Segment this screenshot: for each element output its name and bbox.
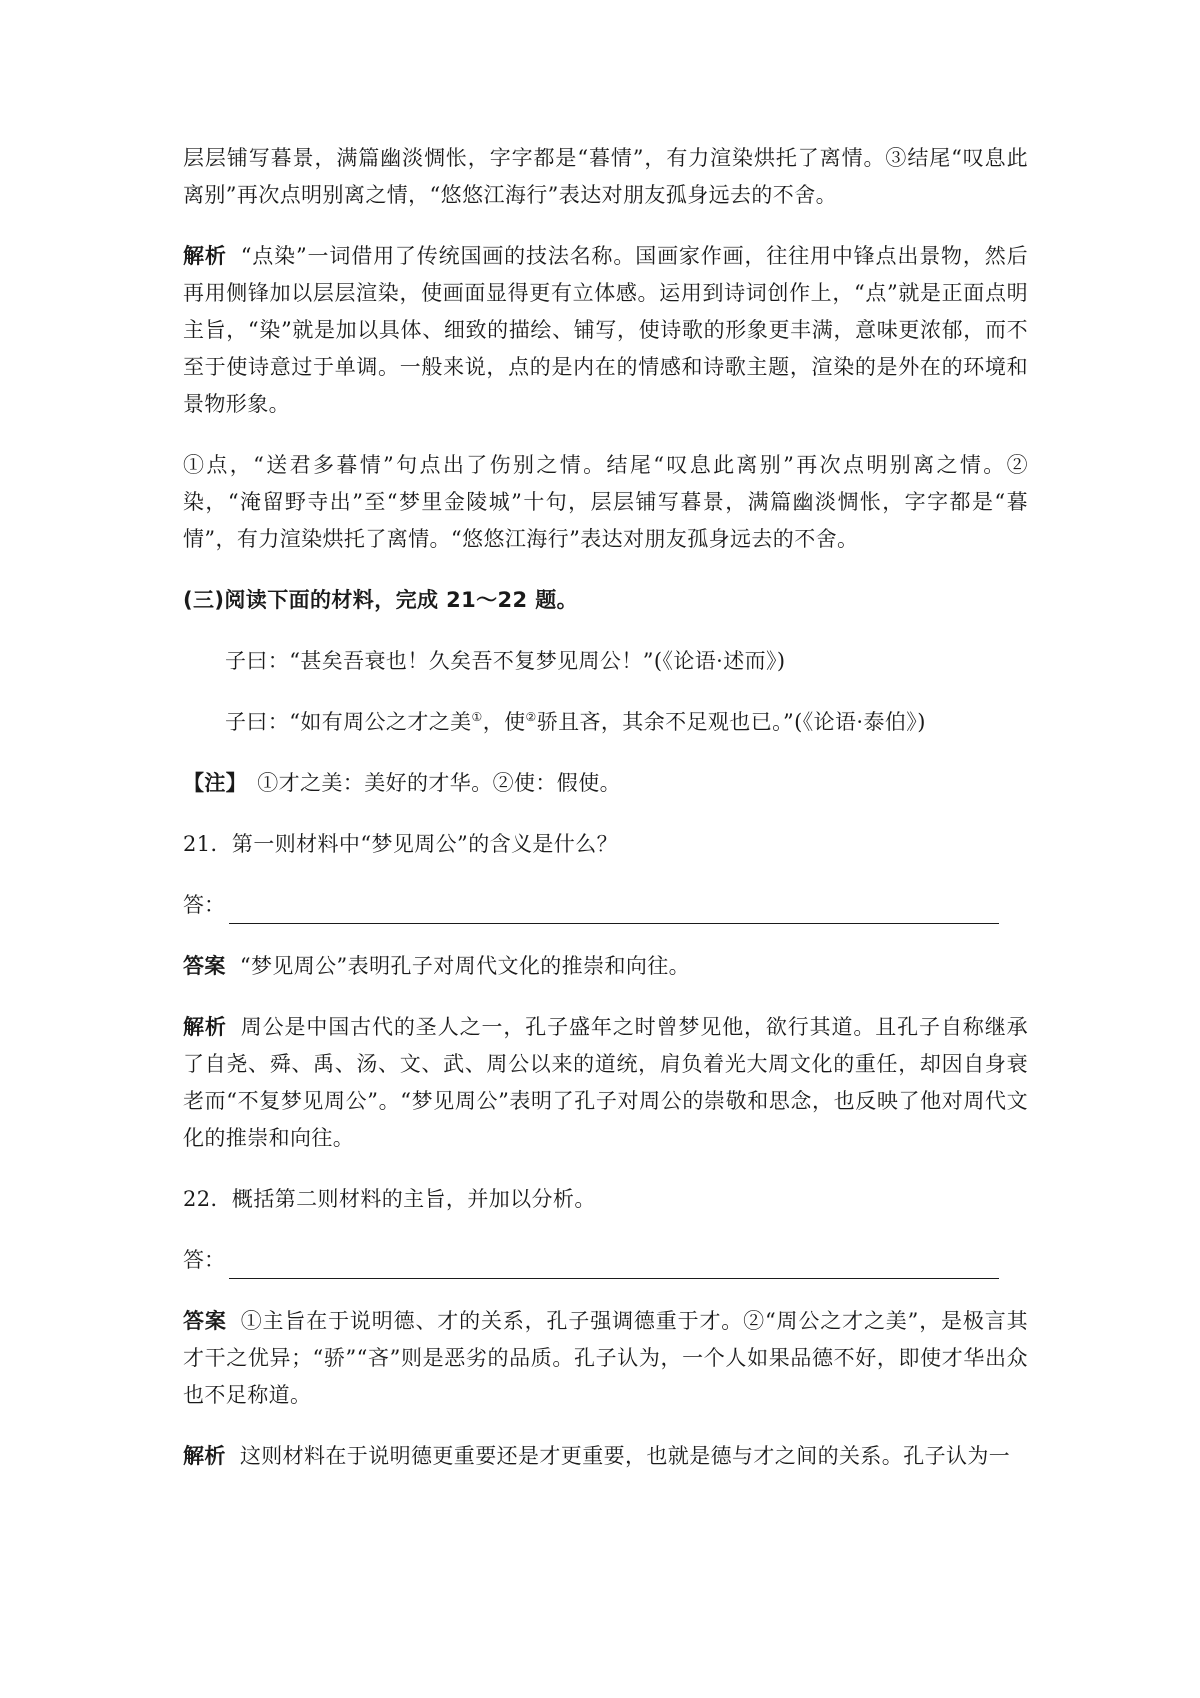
analysis-label-22: 解析: [183, 1444, 226, 1468]
analysis-label: 解析: [183, 244, 227, 268]
analysis-label-21: 解析: [183, 1015, 227, 1039]
note-label: 【注】: [183, 771, 248, 795]
quote-2-part-c: 骄且吝，其余不足观也已。”(《论语·泰伯》): [536, 710, 926, 734]
answer-field-22[interactable]: [183, 1242, 1028, 1279]
footnote-marker-2: ②: [525, 710, 537, 724]
answer-paragraph-22: [183, 1303, 1028, 1414]
answer-label-22: 答案: [183, 1309, 227, 1333]
answer-paragraph-21: [183, 948, 1028, 985]
answer-label-21: 答案: [183, 954, 226, 978]
analysis-text: “点染”一词借用了传统国画的技法名称。国画家作画，往往用中锋点出景物，然后再用侧锋加以层层渲染，使画面显得更有立体感。运用到诗词创作上，“点”就是正面点明主旨，“染”就是加以具体、细致的描绘、铺写，使诗歌的形象更丰满，意味更浓郁，而不至于使诗意过于单调。一般来说，点的是内在的情感和诗歌主题，渲染的是外在的环境和景物形象。: [183, 244, 1028, 416]
note-paragraph: [183, 765, 1028, 802]
analysis-paragraph-21: [183, 1009, 1028, 1157]
answer-blank-21[interactable]: [229, 897, 999, 924]
answer-blank-22[interactable]: [229, 1252, 999, 1279]
analysis-paragraph-22: [183, 1438, 1028, 1475]
section-heading: (三)阅读下面的材料，完成 21～22 题。: [183, 588, 579, 612]
quote-2: [183, 704, 1028, 741]
quote-2-part-a: 子曰：“如有周公之才之美: [225, 710, 472, 734]
quote-2-part-b: ，使: [482, 710, 526, 734]
analysis-points-paragraph: ①点，“送君多暮情”句点出了伤别之情。结尾“叹息此离别”再次点明别离之情。②染，“淹留野寺出”至“梦里金陵城”十句，层层铺写暮景，满篇幽淡惆怅，字字都是“暮情”，有力渲染烘托了离情。“悠悠江海行”表达对朋友孤身远去的不舍。: [183, 453, 1028, 551]
analysis-text-21: 周公是中国古代的圣人之一，孔子盛年之时曾梦见他，欲行其道。且孔子自称继承了自尧、舜、禹、汤、文、武、周公以来的道统，肩负着光大周文化的重任，却因自身衰老而“不复梦见周公”。“梦见周公”表明了孔子对周公的崇敬和思念，也反映了他对周代文化的推崇和向往。: [183, 1015, 1028, 1150]
analysis-text-22: 这则材料在于说明德更重要还是才更重要，也就是德与才之间的关系。孔子认为一: [239, 1444, 1011, 1468]
question-21: 21．第一则材料中“梦见周公”的含义是什么？: [183, 832, 618, 856]
answer-text-22: ①主旨在于说明德、才的关系，孔子强调德重于才。②“周公之才之美”，是极言其才干之优异；“骄”“吝”则是恶劣的品质。孔子认为，一个人如果品德不好，即使才华出众也不足称道。: [183, 1309, 1028, 1407]
answer-field-21[interactable]: [183, 887, 1028, 924]
analysis-paragraph-1: [183, 238, 1028, 423]
answer-text-21: “梦见周公”表明孔子对周代文化的推崇和向往。: [239, 954, 691, 978]
note-text: ①才之美：美好的才华。②使：假使。: [257, 771, 622, 795]
footnote-marker-1: ①: [471, 710, 483, 724]
continuation-paragraph: 层层铺写暮景，满篇幽淡惆怅，字字都是“暮情”，有力渲染烘托了离情。③结尾“叹息此离别”再次点明别离之情，“悠悠江海行”表达对朋友孤身远去的不舍。: [183, 146, 1028, 207]
quote-1: 子曰：“甚矣吾衰也！久矣吾不复梦见周公！”(《论语·述而》): [225, 649, 786, 673]
document-page: [183, 140, 1028, 1499]
answer-prompt-21: 答：: [183, 893, 225, 917]
question-22: 22．概括第二则材料的主旨，并加以分析。: [183, 1187, 596, 1211]
answer-prompt-22: 答：: [183, 1248, 225, 1272]
